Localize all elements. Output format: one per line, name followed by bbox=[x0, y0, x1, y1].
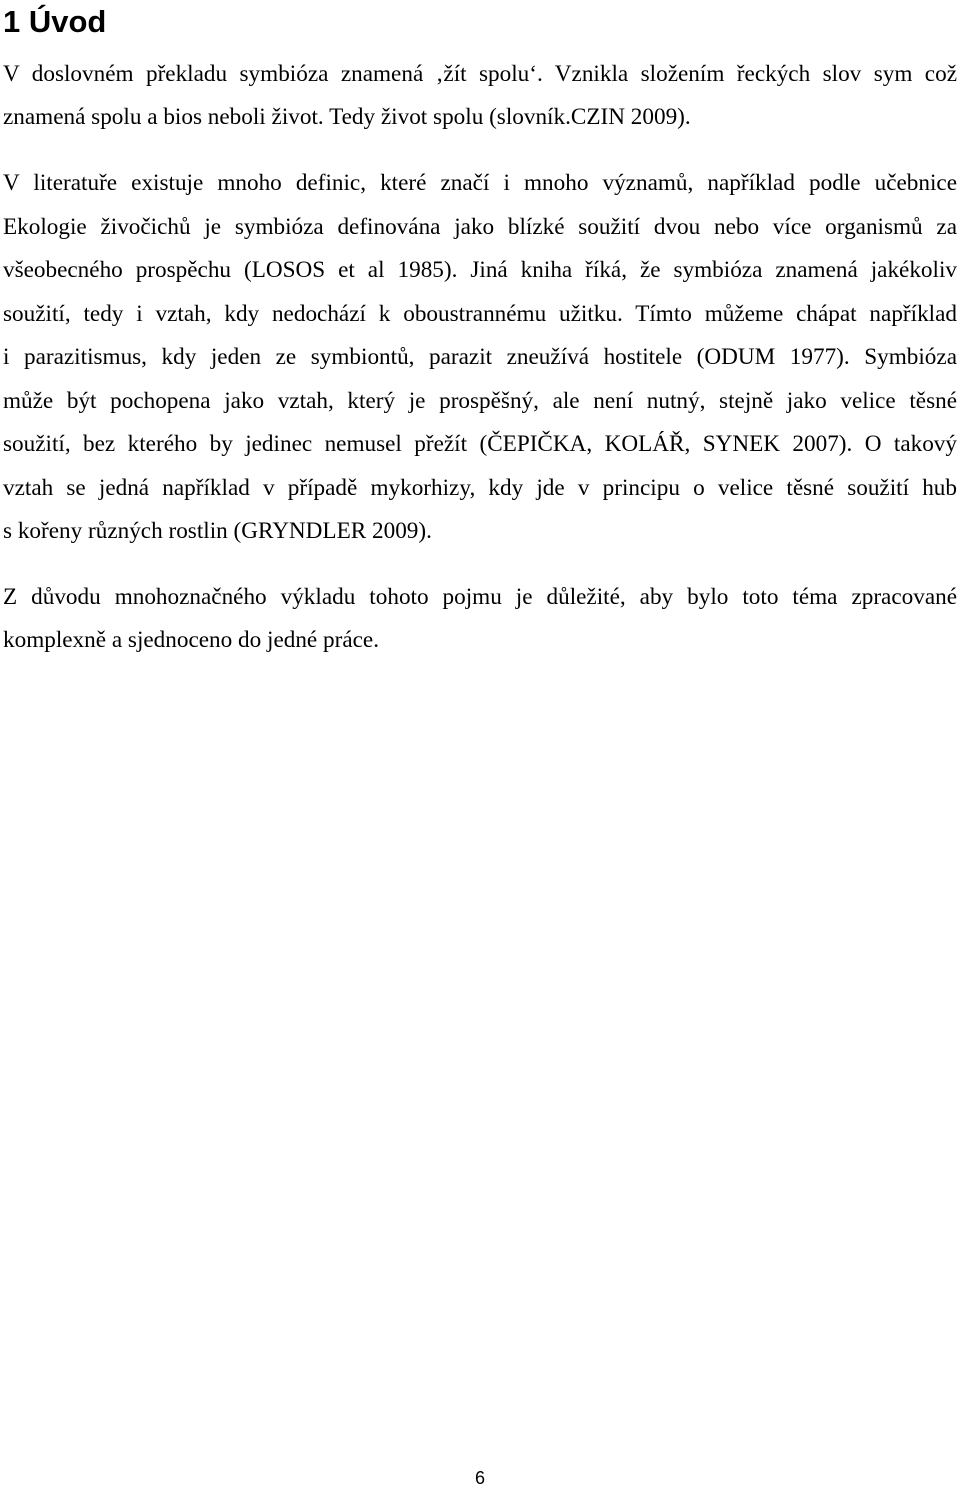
paragraph-line: Ekologie živočichů je symbióza definována jako blízké soužití dvou nebo více organismů za bbox=[3, 214, 957, 240]
paragraph-line: všeobecného prospěchu (LOSOS et al 1985). Jiná kniha říká, že symbióza znamená jakékoliv bbox=[3, 257, 957, 283]
paragraph-line: může být pochopena jako vztah, který je prospěšný, ale není nutný, stejně jako velice těsné bbox=[3, 388, 957, 414]
paragraph-line: soužití, tedy i vztah, kdy nedochází k oboustrannému užitku. Tímto můžeme chápat například bbox=[3, 301, 957, 327]
paragraph-line: znamená spolu a bios neboli život. Tedy život spolu (slovník.CZIN 2009). bbox=[3, 104, 691, 130]
paragraph-line: soužití, bez kterého by jedinec nemusel přežít (ČEPIČKA, KOLÁŘ, SYNEK 2007). O takový bbox=[3, 431, 957, 457]
paragraph-line: Z důvodu mnohoznačného výkladu tohoto pojmu je důležité, aby bylo toto téma zpracované bbox=[3, 584, 957, 610]
paragraph-line: s kořeny různých rostlin (GRYNDLER 2009). bbox=[3, 518, 432, 544]
chapter-heading: 1 Úvod bbox=[3, 4, 107, 39]
page-number: 6 bbox=[474, 1468, 485, 1488]
paragraph-line: V literatuře existuje mnoho definic, které značí i mnoho významů, například podle učebnice bbox=[3, 170, 957, 196]
paragraph-line: komplexně a sjednoceno do jedné práce. bbox=[3, 627, 380, 653]
paragraph-line: V doslovném překladu symbióza znamená ‚žít spolu‘. Vznikla složením řeckých slov sym což bbox=[3, 61, 957, 87]
paragraph-line: i parazitismus, kdy jeden ze symbiontů, parazit zneužívá hostitele (ODUM 1977). Symbióza bbox=[3, 344, 957, 370]
paragraph-line: vztah se jedná například v případě mykorhizy, kdy jde v principu o velice těsné soužití hub bbox=[3, 475, 957, 501]
